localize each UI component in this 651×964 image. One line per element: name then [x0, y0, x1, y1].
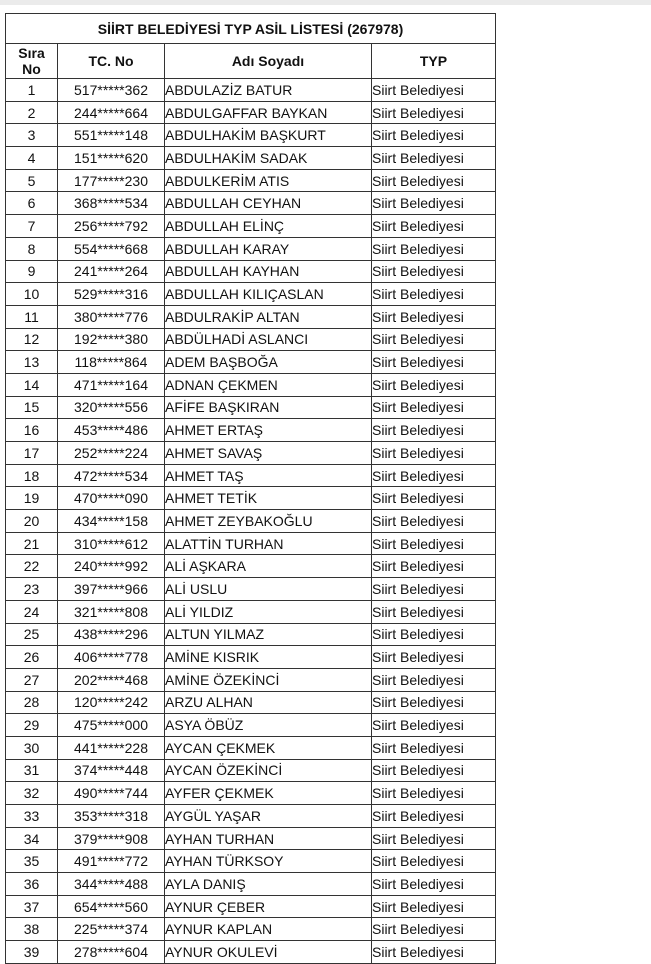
- row-tc-cell: 554*****668: [58, 237, 165, 260]
- row-tc-cell: 379*****908: [58, 827, 165, 850]
- table-row: [6, 442, 496, 465]
- row-tc-cell: 441*****228: [58, 736, 165, 759]
- row-tc-cell: 192*****380: [58, 328, 165, 351]
- row-number-cell: 12: [6, 328, 58, 351]
- row-name-cell: ALİ USLU: [165, 578, 372, 601]
- table-row: [6, 487, 496, 510]
- row-typ-cell: Siirt Belediyesi: [372, 305, 496, 328]
- table-row: [6, 873, 496, 896]
- row-typ-cell: Siirt Belediyesi: [372, 101, 496, 124]
- row-number-cell: 15: [6, 396, 58, 419]
- row-typ-cell: Siirt Belediyesi: [372, 782, 496, 805]
- row-number-cell: 20: [6, 510, 58, 533]
- row-tc-cell: 491*****772: [58, 850, 165, 873]
- table-row: [6, 555, 496, 578]
- table-row: [6, 850, 496, 873]
- row-tc-cell: 470*****090: [58, 487, 165, 510]
- row-typ-cell: Siirt Belediyesi: [372, 668, 496, 691]
- row-name-cell: AHMET TETİK: [165, 487, 372, 510]
- row-name-cell: ABDULKERİM ATIS: [165, 169, 372, 192]
- column-header-no: [6, 44, 58, 79]
- row-tc-cell: 368*****534: [58, 192, 165, 215]
- row-name-cell: ABDULRAKİP ALTAN: [165, 305, 372, 328]
- row-number-cell: 7: [6, 215, 58, 238]
- table-row: [6, 124, 496, 147]
- row-number-cell: 17: [6, 442, 58, 465]
- row-tc-cell: 434*****158: [58, 510, 165, 533]
- column-header-no-line2: No: [22, 61, 41, 77]
- table-row: [6, 101, 496, 124]
- table-row: [6, 714, 496, 737]
- row-name-cell: ABDULHAKİM BAŞKURT: [165, 124, 372, 147]
- row-tc-cell: 397*****966: [58, 578, 165, 601]
- table-row: [6, 646, 496, 669]
- row-tc-cell: 256*****792: [58, 215, 165, 238]
- row-name-cell: AYNUR OKULEVİ: [165, 941, 372, 964]
- row-name-cell: AYHAN TÜRKSOY: [165, 850, 372, 873]
- row-name-cell: AMİNE ÖZEKİNCİ: [165, 668, 372, 691]
- table-row: [6, 79, 496, 102]
- row-tc-cell: 438*****296: [58, 623, 165, 646]
- table-row: [6, 600, 496, 623]
- table-row: [6, 215, 496, 238]
- row-number-cell: 6: [6, 192, 58, 215]
- row-typ-cell: Siirt Belediyesi: [372, 464, 496, 487]
- row-typ-cell: Siirt Belediyesi: [372, 918, 496, 941]
- column-header-no-line1: Sıra: [18, 45, 45, 61]
- row-typ-cell: Siirt Belediyesi: [372, 555, 496, 578]
- row-name-cell: ABDULLAH KAYHAN: [165, 260, 372, 283]
- row-typ-cell: Siirt Belediyesi: [372, 941, 496, 964]
- table-title: SİİRT BELEDİYESİ TYP ASİL LİSTESİ (267978): [6, 14, 496, 44]
- row-name-cell: ALİ YILDIZ: [165, 600, 372, 623]
- row-number-cell: 5: [6, 169, 58, 192]
- table-row: [6, 895, 496, 918]
- table-row: [6, 918, 496, 941]
- row-name-cell: ABDULHAKİM SADAK: [165, 147, 372, 170]
- table-row: [6, 237, 496, 260]
- row-typ-cell: Siirt Belediyesi: [372, 873, 496, 896]
- row-name-cell: AYGÜL YAŞAR: [165, 805, 372, 828]
- row-tc-cell: 551*****148: [58, 124, 165, 147]
- row-typ-cell: Siirt Belediyesi: [372, 487, 496, 510]
- row-tc-cell: 472*****534: [58, 464, 165, 487]
- column-header-typ: TYP: [372, 44, 496, 79]
- table-header-row: [6, 44, 496, 79]
- row-tc-cell: 406*****778: [58, 646, 165, 669]
- table-row: [6, 827, 496, 850]
- row-number-cell: 33: [6, 805, 58, 828]
- row-number-cell: 14: [6, 373, 58, 396]
- table-row: [6, 805, 496, 828]
- row-typ-cell: Siirt Belediyesi: [372, 510, 496, 533]
- row-typ-cell: Siirt Belediyesi: [372, 805, 496, 828]
- row-tc-cell: 344*****488: [58, 873, 165, 896]
- column-header-tc: TC. No: [58, 44, 165, 79]
- row-number-cell: 38: [6, 918, 58, 941]
- row-name-cell: ABDULGAFFAR BAYKAN: [165, 101, 372, 124]
- table-row: [6, 396, 496, 419]
- row-typ-cell: Siirt Belediyesi: [372, 578, 496, 601]
- row-typ-cell: Siirt Belediyesi: [372, 600, 496, 623]
- row-tc-cell: 225*****374: [58, 918, 165, 941]
- row-typ-cell: Siirt Belediyesi: [372, 169, 496, 192]
- row-typ-cell: Siirt Belediyesi: [372, 283, 496, 306]
- row-number-cell: 23: [6, 578, 58, 601]
- row-name-cell: ABDULLAH ELİNÇ: [165, 215, 372, 238]
- document-sheet: [0, 5, 651, 960]
- row-name-cell: AYHAN TURHAN: [165, 827, 372, 850]
- table-row: [6, 351, 496, 374]
- row-number-cell: 29: [6, 714, 58, 737]
- row-typ-cell: Siirt Belediyesi: [372, 396, 496, 419]
- row-tc-cell: 374*****448: [58, 759, 165, 782]
- row-typ-cell: Siirt Belediyesi: [372, 260, 496, 283]
- row-tc-cell: 120*****242: [58, 691, 165, 714]
- row-typ-cell: Siirt Belediyesi: [372, 532, 496, 555]
- row-tc-cell: 240*****992: [58, 555, 165, 578]
- row-name-cell: ABDÜLHADİ ASLANCI: [165, 328, 372, 351]
- table-row: [6, 464, 496, 487]
- row-number-cell: 21: [6, 532, 58, 555]
- row-tc-cell: 380*****776: [58, 305, 165, 328]
- row-tc-cell: 353*****318: [58, 805, 165, 828]
- row-tc-cell: 529*****316: [58, 283, 165, 306]
- table-row: [6, 283, 496, 306]
- row-number-cell: 31: [6, 759, 58, 782]
- row-name-cell: AYNUR ÇEBER: [165, 895, 372, 918]
- row-tc-cell: 517*****362: [58, 79, 165, 102]
- row-typ-cell: Siirt Belediyesi: [372, 373, 496, 396]
- table-row: [6, 510, 496, 533]
- table-row: [6, 169, 496, 192]
- table-row: [6, 192, 496, 215]
- row-number-cell: 22: [6, 555, 58, 578]
- column-header-name: Adı Soyadı: [165, 44, 372, 79]
- row-number-cell: 36: [6, 873, 58, 896]
- row-number-cell: 25: [6, 623, 58, 646]
- row-number-cell: 28: [6, 691, 58, 714]
- row-number-cell: 10: [6, 283, 58, 306]
- row-typ-cell: Siirt Belediyesi: [372, 691, 496, 714]
- row-name-cell: ADNAN ÇEKMEN: [165, 373, 372, 396]
- table-body: [6, 79, 496, 964]
- row-typ-cell: Siirt Belediyesi: [372, 895, 496, 918]
- row-number-cell: 4: [6, 147, 58, 170]
- row-name-cell: AMİNE KISRIK: [165, 646, 372, 669]
- table-row: [6, 532, 496, 555]
- table-row: [6, 736, 496, 759]
- row-name-cell: AYCAN ÇEKMEK: [165, 736, 372, 759]
- row-typ-cell: Siirt Belediyesi: [372, 419, 496, 442]
- row-number-cell: 1: [6, 79, 58, 102]
- row-name-cell: ABDULLAH KILIÇASLAN: [165, 283, 372, 306]
- row-tc-cell: 320*****556: [58, 396, 165, 419]
- table-row: [6, 691, 496, 714]
- row-tc-cell: 252*****224: [58, 442, 165, 465]
- row-name-cell: ABDULAZİZ BATUR: [165, 79, 372, 102]
- row-typ-cell: Siirt Belediyesi: [372, 646, 496, 669]
- table-row: [6, 419, 496, 442]
- row-name-cell: AHMET SAVAŞ: [165, 442, 372, 465]
- row-name-cell: ALTUN YILMAZ: [165, 623, 372, 646]
- row-typ-cell: Siirt Belediyesi: [372, 623, 496, 646]
- row-number-cell: 37: [6, 895, 58, 918]
- row-number-cell: 19: [6, 487, 58, 510]
- row-tc-cell: 475*****000: [58, 714, 165, 737]
- row-tc-cell: 177*****230: [58, 169, 165, 192]
- row-typ-cell: Siirt Belediyesi: [372, 237, 496, 260]
- table-title-row: [6, 14, 496, 44]
- row-name-cell: AHMET ERTAŞ: [165, 419, 372, 442]
- table-row: [6, 668, 496, 691]
- row-name-cell: ALATTİN TURHAN: [165, 532, 372, 555]
- table-row: [6, 305, 496, 328]
- table-row: [6, 328, 496, 351]
- row-number-cell: 27: [6, 668, 58, 691]
- row-tc-cell: 118*****864: [58, 351, 165, 374]
- table-row: [6, 373, 496, 396]
- row-typ-cell: Siirt Belediyesi: [372, 147, 496, 170]
- row-number-cell: 32: [6, 782, 58, 805]
- row-number-cell: 3: [6, 124, 58, 147]
- row-number-cell: 13: [6, 351, 58, 374]
- row-number-cell: 18: [6, 464, 58, 487]
- row-typ-cell: Siirt Belediyesi: [372, 850, 496, 873]
- row-name-cell: ADEM BAŞBOĞA: [165, 351, 372, 374]
- row-name-cell: AFİFE BAŞKIRAN: [165, 396, 372, 419]
- row-number-cell: 30: [6, 736, 58, 759]
- row-typ-cell: Siirt Belediyesi: [372, 714, 496, 737]
- row-typ-cell: Siirt Belediyesi: [372, 215, 496, 238]
- beneficiary-table: [5, 13, 496, 964]
- row-number-cell: 39: [6, 941, 58, 964]
- row-typ-cell: Siirt Belediyesi: [372, 351, 496, 374]
- row-tc-cell: 654*****560: [58, 895, 165, 918]
- row-name-cell: AYLA DANIŞ: [165, 873, 372, 896]
- row-typ-cell: Siirt Belediyesi: [372, 79, 496, 102]
- row-tc-cell: 244*****664: [58, 101, 165, 124]
- row-number-cell: 9: [6, 260, 58, 283]
- row-number-cell: 11: [6, 305, 58, 328]
- table-row: [6, 578, 496, 601]
- row-tc-cell: 490*****744: [58, 782, 165, 805]
- row-name-cell: AYFER ÇEKMEK: [165, 782, 372, 805]
- row-name-cell: ARZU ALHAN: [165, 691, 372, 714]
- row-tc-cell: 310*****612: [58, 532, 165, 555]
- row-name-cell: ABDULLAH CEYHAN: [165, 192, 372, 215]
- row-tc-cell: 151*****620: [58, 147, 165, 170]
- table-row: [6, 759, 496, 782]
- row-tc-cell: 202*****468: [58, 668, 165, 691]
- row-name-cell: AHMET ZEYBAKOĞLU: [165, 510, 372, 533]
- row-number-cell: 35: [6, 850, 58, 873]
- table-row: [6, 623, 496, 646]
- row-name-cell: ASYA ÖBÜZ: [165, 714, 372, 737]
- row-typ-cell: Siirt Belediyesi: [372, 192, 496, 215]
- row-tc-cell: 321*****808: [58, 600, 165, 623]
- row-name-cell: AHMET TAŞ: [165, 464, 372, 487]
- row-tc-cell: 453*****486: [58, 419, 165, 442]
- row-tc-cell: 278*****604: [58, 941, 165, 964]
- row-typ-cell: Siirt Belediyesi: [372, 827, 496, 850]
- table-row: [6, 260, 496, 283]
- table-row: [6, 147, 496, 170]
- row-number-cell: 16: [6, 419, 58, 442]
- row-tc-cell: 241*****264: [58, 260, 165, 283]
- row-name-cell: ABDULLAH KARAY: [165, 237, 372, 260]
- row-name-cell: ALİ AŞKARA: [165, 555, 372, 578]
- row-typ-cell: Siirt Belediyesi: [372, 328, 496, 351]
- row-tc-cell: 471*****164: [58, 373, 165, 396]
- row-typ-cell: Siirt Belediyesi: [372, 736, 496, 759]
- row-number-cell: 2: [6, 101, 58, 124]
- row-name-cell: AYCAN ÖZEKİNCİ: [165, 759, 372, 782]
- row-number-cell: 34: [6, 827, 58, 850]
- row-number-cell: 26: [6, 646, 58, 669]
- row-typ-cell: Siirt Belediyesi: [372, 759, 496, 782]
- row-name-cell: AYNUR KAPLAN: [165, 918, 372, 941]
- row-typ-cell: Siirt Belediyesi: [372, 442, 496, 465]
- row-number-cell: 8: [6, 237, 58, 260]
- row-typ-cell: Siirt Belediyesi: [372, 124, 496, 147]
- table-row: [6, 782, 496, 805]
- row-number-cell: 24: [6, 600, 58, 623]
